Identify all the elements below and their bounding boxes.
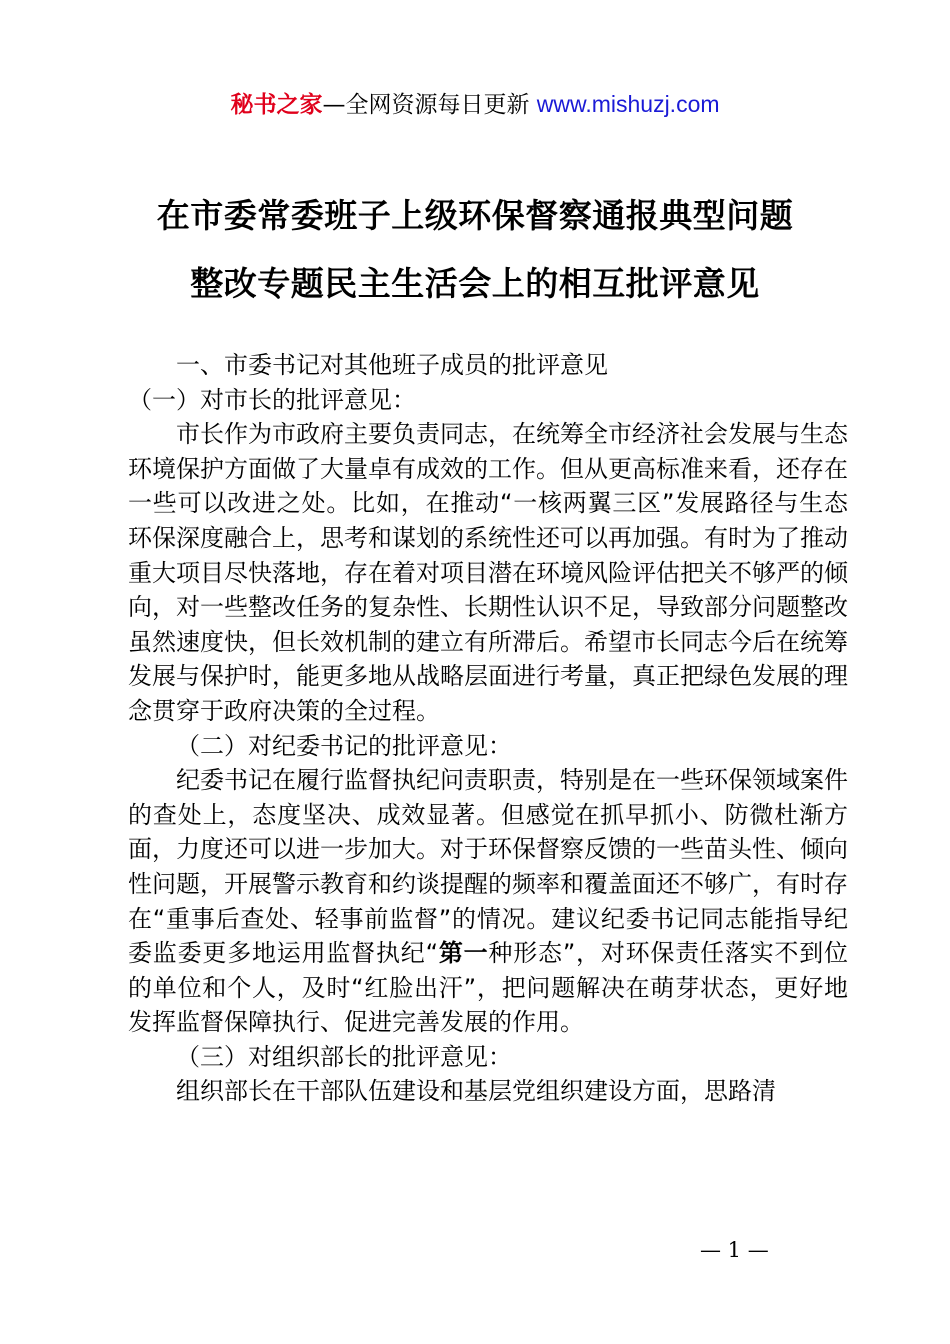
paragraph-organization-minister: 组织部长在干部队伍建设和基层党组织建设方面，思路清 xyxy=(176,1077,776,1106)
document-body xyxy=(128,348,848,1109)
section-heading-1: 一、市委书记对其他班子成员的批评意见 xyxy=(176,351,608,379)
subsection-heading-2: （二）对纪委书记的批评意见： xyxy=(176,731,512,760)
paragraph-part-b: 种形态”，对环保责任落实不到位的单位和个人，及时“红脸出汗”，把问题解决在萌芽状态，更好地发挥监督保障执行、促进完善发展的作用。 xyxy=(128,939,849,1037)
brand-name: 秘书之家 xyxy=(230,92,323,118)
title-line-1: 在市委常委班子上级环保督察通报典型问题 xyxy=(156,196,794,235)
subsection-heading-3: （三）对组织部长的批评意见： xyxy=(176,1042,512,1071)
paragraph-part-a: 纪委书记在履行监督执纪问责职责，特别是在一些环保领域案件的查处上，态度坚决、成效显著。但感觉在抓早抓小、防微杜渐方面，力度还可以进一步加大。对于环保督察反馈的一些苗头性、倾向性问题，开展警示教育和约谈提醒的频率和覆盖面还不够广，有时存在“重事后查处、轻事前监督”的情况。建议纪委书记同志能指导纪委监委更多地运用监督执纪“ xyxy=(128,766,848,968)
subsection-heading-1: （一）对市长的批评意见： xyxy=(128,385,416,414)
paragraph-mayor: 市长作为市政府主要负责同志，在统筹全市经济社会发展与生态环境保护方面做了大量卓有成效的工作。但从更高标准来看，还存在一些可以改进之处。比如，在推动“一核两翼三区”发展路径与生态环保深度融合上，思考和谋划的系统性还可以再加强。有时为了推动重大项目尽快落地，存在着对项目潜在环境风险评估把关不够严的倾向，对一些整改任务的复杂性、长期性认识不足，导致部分问题整改虽然速度快，但长效机制的建立有所滞后。希望市长同志今后在统筹发展与保护时，能更多地从战略层面进行考量，真正把绿色发展的理念贯穿于政府决策的全过程。 xyxy=(128,420,848,725)
page-number: — 1 — xyxy=(700,1238,769,1262)
title-line-2: 整改专题民主生活会上的相互批评意见 xyxy=(190,264,760,303)
site-header xyxy=(0,88,950,121)
document-title xyxy=(0,182,950,318)
paragraph-bold-term: 第一 xyxy=(438,939,489,968)
paragraph-discipline-secretary xyxy=(128,763,848,1040)
site-url-link[interactable]: www.mishuzj.com xyxy=(536,91,720,117)
header-tagline: —全网资源每日更新 xyxy=(322,92,537,118)
